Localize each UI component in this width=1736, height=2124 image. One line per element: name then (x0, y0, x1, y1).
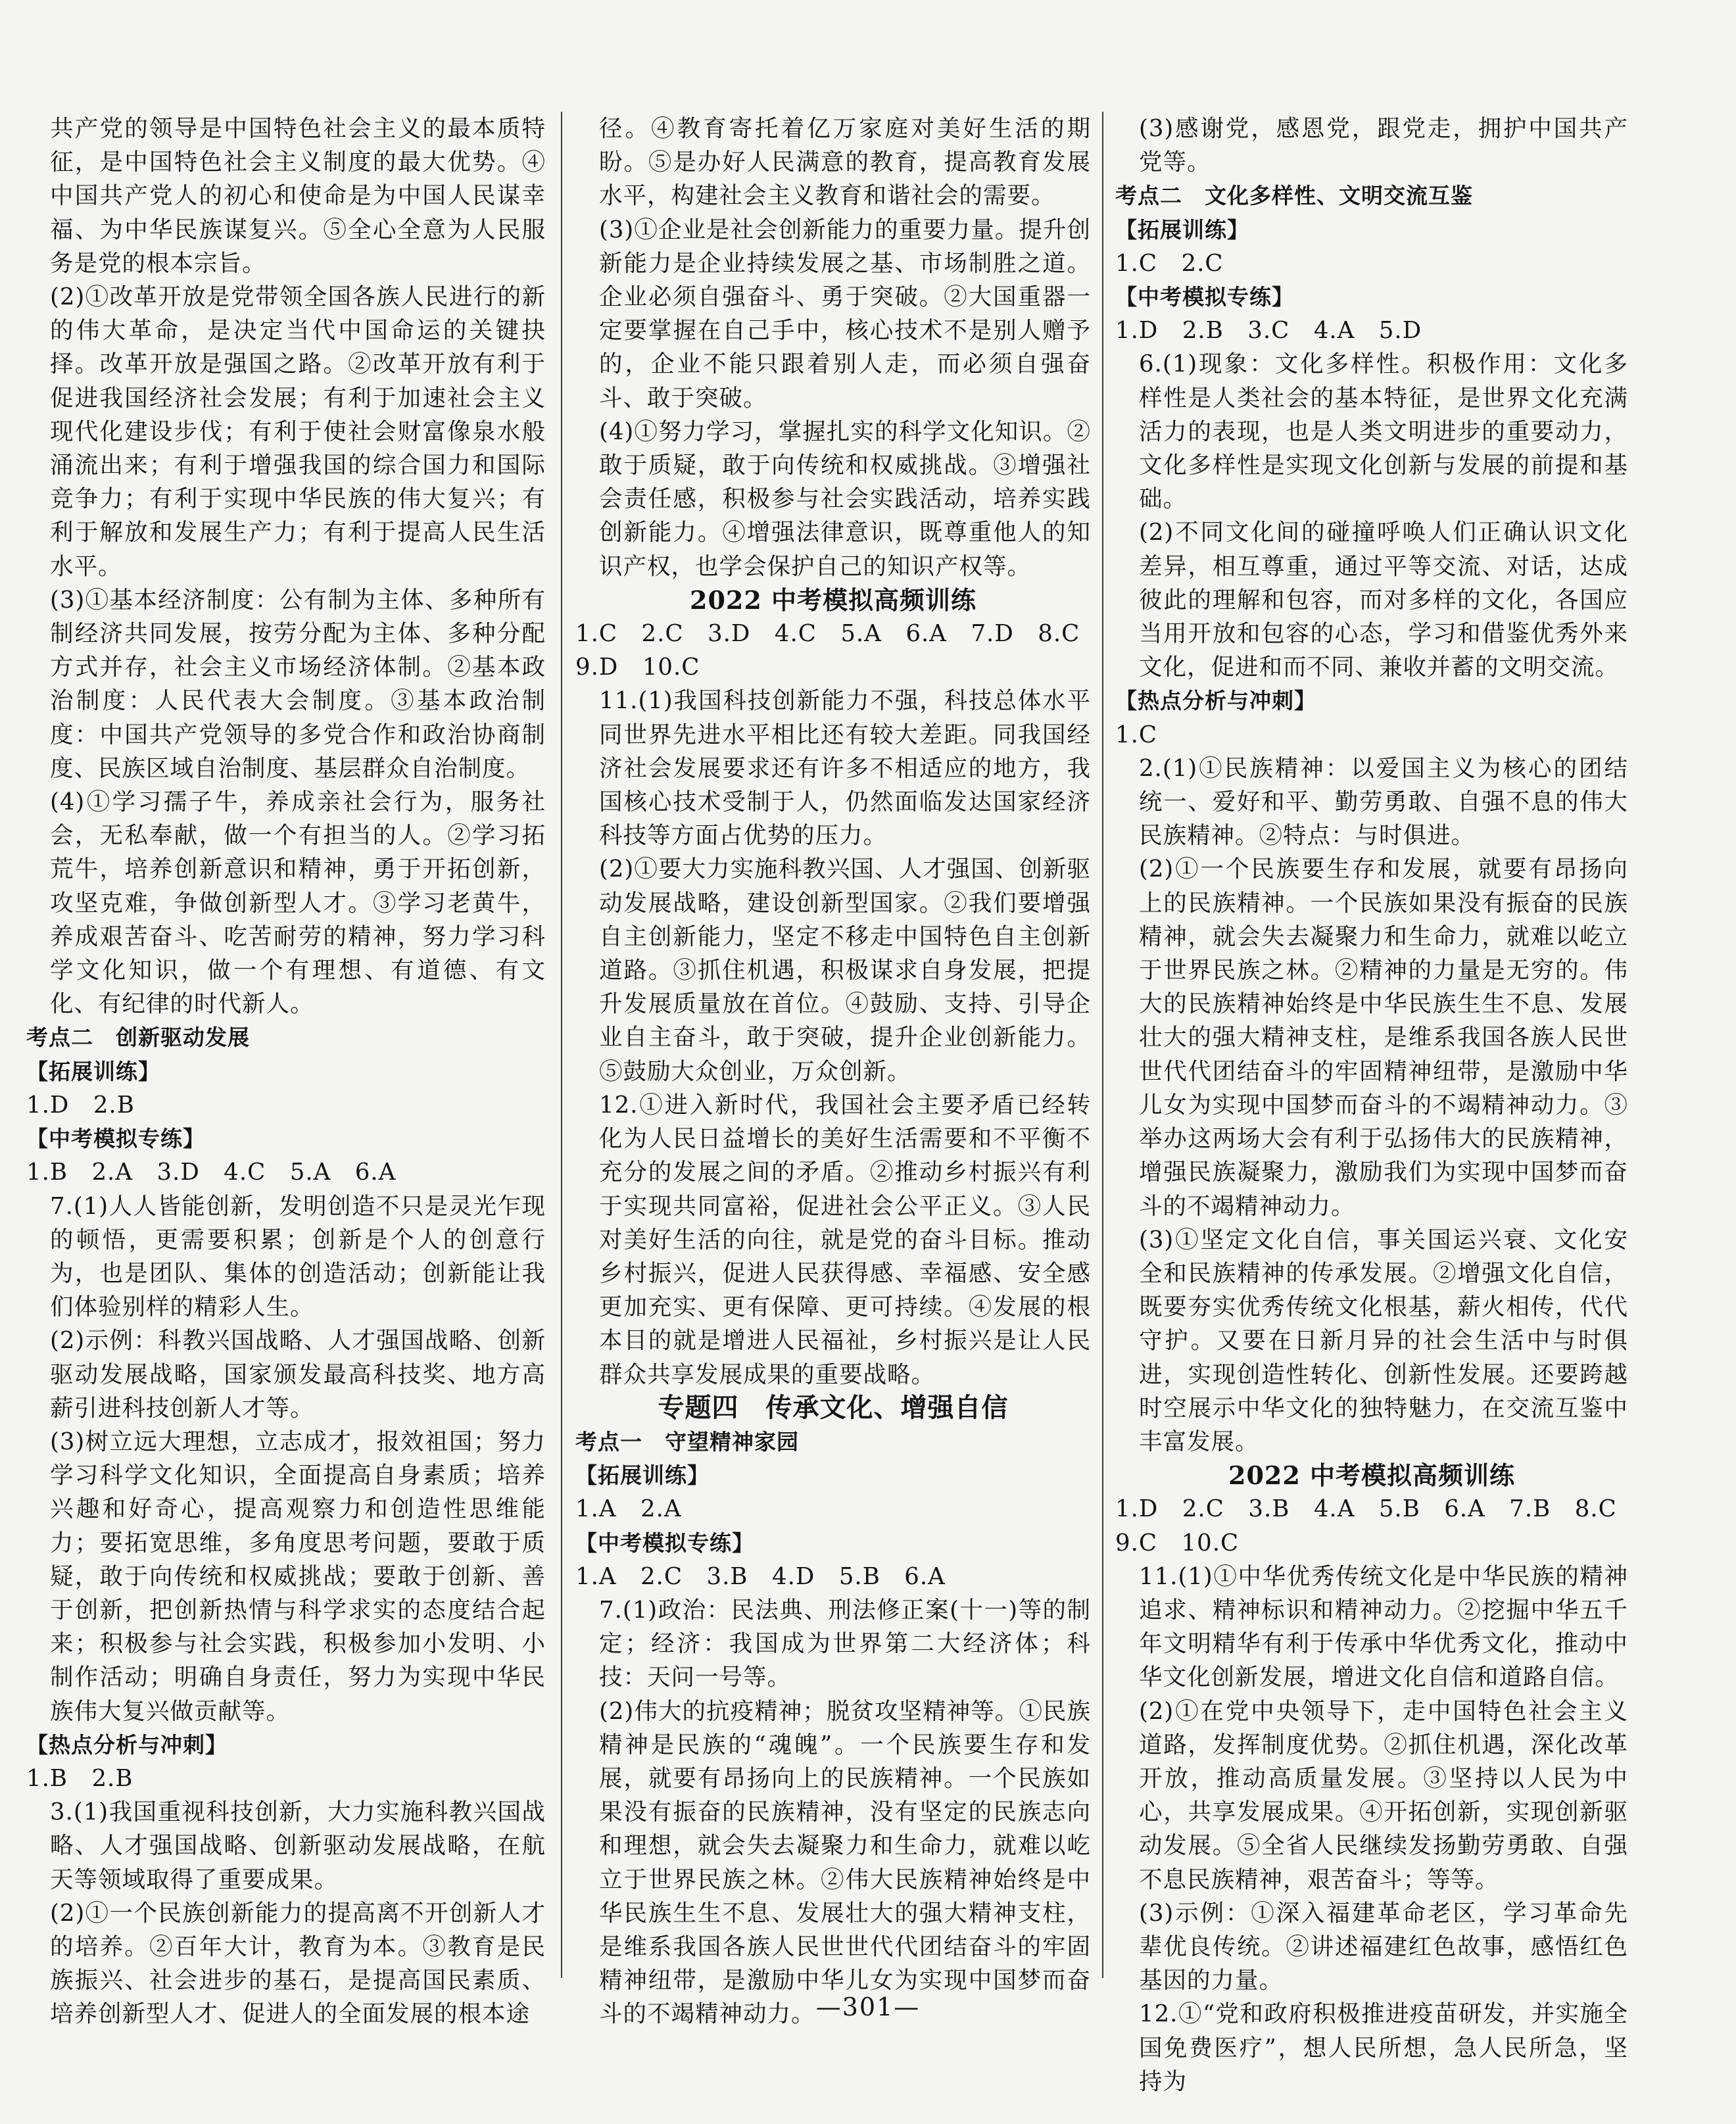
answer-paragraph: 12.①进入新时代，我国社会主要矛盾已经转化为人民日益增长的美好生活需要和不平衡不充分的发展之间的矛盾。②推动乡村振兴有利于实现共同富裕，促进社会公平正义。③人民对美好生活的向往，就是党的奋斗目标。推动乡村振兴，促进人民获得感、幸福感、安全感更加充实、更有保障、更可持续。④发展的根本目的就是增进人民福祉，乡村振兴是让人民群众共享发展成果的重要战略。 (599, 1091, 1091, 1388)
answer-paragraph: (2)①在党中央领导下，走中国特色社会主义道路，发挥制度优势。②抓住机遇，深化改革开放，推动高质量发展。③坚持以人民为中心，共享发展成果。④开拓创新，实现创新驱动发展。⑤全省人民继续发扬勤劳勇敢、自强不息民族精神，艰苦奋斗；等等。 (1139, 1697, 1628, 1893)
text-column-right (1115, 112, 1628, 2095)
section-label: 【中考模拟专练】 (26, 1126, 205, 1152)
answer-paragraph: (4)①努力学习，掌握扎实的科学文化知识。②敢于质疑，敢于向传统和权威挑战。③增强社会责任感，积极参与社会实践活动，培养实践创新能力。④增强法律意识，既尊重他人的知识产权，也学会保护自己的知识产权等。 (599, 418, 1091, 580)
answer-paragraph: 11.(1)我国科技创新能力不强，科技总体水平同世界先进水平相比还有较大差距。同我国经济社会发展要求还有许多不相适应的地方，我国核心技术受制于人，仍然面临发达国家经济科技等方面占优势的压力。 (599, 687, 1091, 850)
answer-paragraph: 6.(1)现象：文化多样性。积极作用：文化多样性是人类社会的基本特征，是世界文化充满活力的表现，也是人类文明进步的重要动力，文化多样性是实现文化创新与发展的前提和基础。 (1139, 350, 1628, 513)
answer-paragraph: 9.D 10.C (575, 654, 700, 681)
section-label: 【中考模拟专练】 (575, 1530, 754, 1556)
answer-paragraph: (2)①要大力实施科教兴国、人才强国、创新驱动发展战略，建设创新型国家。②我们要增强自主创新能力，坚定不移走中国特色自主创新道路。③抓住机遇，积极谋求自身发展，把提升发展质量放在首位。④鼓励、支持、引导企业自主奋斗，敢于突破，提升企业创新能力。⑤鼓励大众创业，万众创新。 (599, 856, 1091, 1085)
answer-paragraph: 1.A 2.A (575, 1495, 682, 1523)
answer-paragraph: (2)示例：科教兴国战略、人才强国战略、创新驱动发展战略，国家颁发最高科技奖、地方高薪引进科技创新人才等。 (50, 1327, 546, 1422)
column-divider (1102, 112, 1103, 1978)
answer-paragraph: 11.(1)①中华优秀传统文化是中华民族的精神追求、精神标识和精神动力。②挖掘中华五千年文明精华有利于传承中华优秀文化，推动中华文化创新发展，增进文化自信和道路自信。 (1139, 1562, 1628, 1691)
answer-paragraph: 7.(1)政治：民法典、刑法修正案(十一)等的制定；经济：我国成为世界第二大经济体；科技：天问一号等。 (599, 1596, 1091, 1691)
answer-paragraph: 1.D 2.B 3.C 4.A 5.D (1115, 317, 1422, 345)
answer-paragraph: 7.(1)人人皆能创新，发明创造不只是灵光乍现的顿悟，更需要积累；创新是个人的创意行为，也是团队、集体的创造活动；创新能让我们体验别样的精彩人生。 (50, 1192, 546, 1321)
topic-heading: 考点二 创新驱动发展 (26, 1025, 250, 1051)
answer-paragraph: (3)示例：①深入福建革命老区，学习革命先辈优良传统。②讲述福建红色故事，感悟红色基因的力量。 (1139, 1899, 1628, 1994)
section-label: 【中考模拟专练】 (1115, 284, 1294, 310)
answer-paragraph: 1.B 2.B (26, 1764, 133, 1792)
answer-paragraph: 1.D 2.B (26, 1091, 135, 1119)
section-label: 【拓展训练】 (1115, 216, 1249, 243)
answer-paragraph: 1.A 2.C 3.B 4.D 5.B 6.A (575, 1562, 946, 1590)
answer-paragraph: 2.(1)①民族精神：以爱国主义为核心的团结统一、爱好和平、勤劳勇敢、自强不息的伟大民族精神。②特点：与时俱进。 (1139, 754, 1628, 850)
section-label: 【拓展训练】 (575, 1462, 710, 1489)
answer-paragraph: 12.①“党和政府积极推进疫苗研发，并实施全国免费医疗”，想人民所想，急人民所急，坚持为 (1139, 2000, 1628, 2095)
answer-paragraph: 1.D 2.C 3.B 4.A 5.B 6.A 7.B 8.C (1115, 1495, 1617, 1523)
section-label: 【拓展训练】 (26, 1058, 160, 1084)
section-label: 【热点分析与冲刺】 (26, 1731, 228, 1758)
column-divider (561, 112, 562, 1978)
chapter-title: 专题四 传承文化、增强自信 (658, 1392, 1009, 1423)
answer-paragraph: 1.C (1115, 721, 1158, 748)
answer-paragraph: 3.(1)我国重视科技创新，大力实施科教兴国战略、人才强国战略、创新驱动发展战略，在航天等领域取得了重要成果。 (50, 1798, 546, 1893)
answer-paragraph: (2)①一个民族创新能力的提高离不开创新人才的培养。②百年大计，教育为本。③教育是民族振兴、社会进步的基石，是提高国民素质、培养创新型人才、促进人的全面发展的根本途 (50, 1899, 546, 2028)
topic-heading: 考点一 守望精神家园 (575, 1428, 799, 1455)
answer-paragraph: (2)不同文化间的碰撞呼唤人们正确认识文化差异，相互尊重，通过平等交流、对话，达成彼此的理解和包容，而对多样的文化，各国应当用开放和包容的心态，学习和借鉴优秀外来文化，促进和而不同、兼收并蓄的文明交流。 (1139, 519, 1628, 681)
answer-paragraph: (3)①企业是社会创新能力的重要力量。提升创新能力是企业持续发展之基、市场制胜之道。企业必须自强奋斗、勇于突破。②大国重器一定要掌握在自己手中，核心技术不是别人赠予的，企业不能只跟着别人走，而必须自强奋斗、敢于突破。 (599, 216, 1091, 412)
answer-paragraph: (3)树立远大理想，立志成才，报效祖国；努力学习科学文化知识，全面提高自身素质；培养兴趣和好奇心，提高观察力和创造性思维能力；要拓宽思维，多角度思考问题，要敢于质疑，敢于向传统和权威挑战；要敢于创新、善于创新，把创新热情与科学求实的态度结合起来；积极参与社会实践，积极参加小发明、小制作活动；明确自身责任，努力为实现中华民族伟大复兴做贡献等。 (50, 1428, 546, 1725)
answer-paragraph: (2)①改革开放是党带领全国各族人民进行的新的伟大革命，是决定当代中国命运的关键抉择。改革开放是强国之路。②改革开放有利于促进我国经济社会发展；有利于加速社会主义现代化建设步伐；有利于使社会财富像泉水般涌流出来；有利于增强我国的综合国力和国际竞争力；有利于实现中华民族的伟大复兴；有利于解放和发展生产力；有利于提高人民生活水平。 (50, 283, 546, 580)
answer-paragraph: 共产党的领导是中国特色社会主义的最本质特征，是中国特色社会主义制度的最大优势。④中国共产党人的初心和使命是为中国人民谋幸福、为中华民族谋复兴。⑤全心全意为人民服务是党的根本宗旨。 (50, 115, 546, 277)
text-column-left (26, 112, 546, 2028)
topic-heading: 考点二 文化多样性、文明交流互鉴 (1115, 183, 1473, 209)
section-label: 【热点分析与冲刺】 (1115, 688, 1316, 714)
answer-paragraph: (2)伟大的抗疫精神；脱贫攻坚精神等。①民族精神是民族的“魂魄”。一个民族要生存和发展，就要有昂扬向上的民族精神。一个民族如果没有振奋的民族精神，没有坚定的民族志向和理想，就会失去凝聚力和生命力，就难以屹立于世界民族之林。②伟大民族精神始终是中华民族生生不息、发展壮大的强大精神支柱，是维系我国各族人民世世代代团结奋斗的牢固精神纽带，是激励中华儿女为实现中国梦而奋斗的不竭精神动力。 (599, 1697, 1091, 2028)
answer-paragraph: (4)①学习孺子牛，养成亲社会行为，服务社会，无私奉献，做一个有担当的人。②学习拓荒牛，培养创新意识和精神，勇于开拓创新，攻坚克难，争做创新型人才。③学习老黄牛，养成艰苦奋斗、吃苦耐劳的精神，努力学习科学文化知识，做一个有理想、有道德、有文化、有纪律的时代新人。 (50, 788, 546, 1018)
answer-paragraph: (2)①一个民族要生存和发展，就要有昂扬向上的民族精神。一个民族如果没有振奋的民族精神，就会失去凝聚力和生命力，就难以屹立于世界民族之林。②精神的力量是无穷的。伟大的民族精神始终是中华民族生生不息、发展壮大的强大精神支柱，是维系我国各族人民世世代代团结奋斗的牢固精神纽带，是激励中华儿女为实现中国梦而奋斗的不竭精神动力。③举办这两场大会有利于弘扬伟大的民族精神，增强民族凝聚力，激励我们为实现中国梦而奋斗的不竭精神动力。 (1139, 856, 1628, 1220)
answer-paragraph: 9.C 10.C (1115, 1529, 1240, 1557)
answer-paragraph: (3)①基本经济制度：公有制为主体、多种所有制经济共同发展，按劳分配为主体、多种分配方式并存，社会主义市场经济体制。②基本政治制度：人民代表大会制度。③基本政治制度：中国共产党领导的多党合作和政治协商制度、民族区域自治制度、基层群众自治制度。 (50, 586, 546, 782)
answer-paragraph: 1.C 2.C 3.D 4.C 5.A 6.A 7.D 8.C (575, 620, 1080, 648)
page-number: —301— (815, 1992, 921, 2021)
answer-paragraph: (3)感谢党，感恩党，跟党走，拥护中国共产党等。 (1139, 115, 1628, 176)
answer-paragraph: 径。④教育寄托着亿万家庭对美好生活的期盼。⑤是办好人民满意的教育，提高教育发展水平，构建社会主义教育和谐社会的需要。 (599, 115, 1091, 210)
answer-paragraph: (3)①坚定文化自信，事关国运兴衰、文化安全和民族精神的传承发展。②增强文化自信，既要夯实优秀传统文化根基，薪火相传，代代守护。又要在日新月异的社会生活中与时俱进，实现创造性转化、创新性发展。还要跨越时空展示中华文化的独特魅力，在交流互鉴中丰富发展。 (1139, 1226, 1628, 1455)
exam-section-title: 2022 中考模拟高频训练 (690, 585, 976, 615)
exam-section-title: 2022 中考模拟高频训练 (1228, 1460, 1515, 1491)
answer-paragraph: 1.C 2.C (1115, 249, 1224, 277)
answer-paragraph: 1.B 2.A 3.D 4.C 5.A 6.A (26, 1159, 397, 1186)
